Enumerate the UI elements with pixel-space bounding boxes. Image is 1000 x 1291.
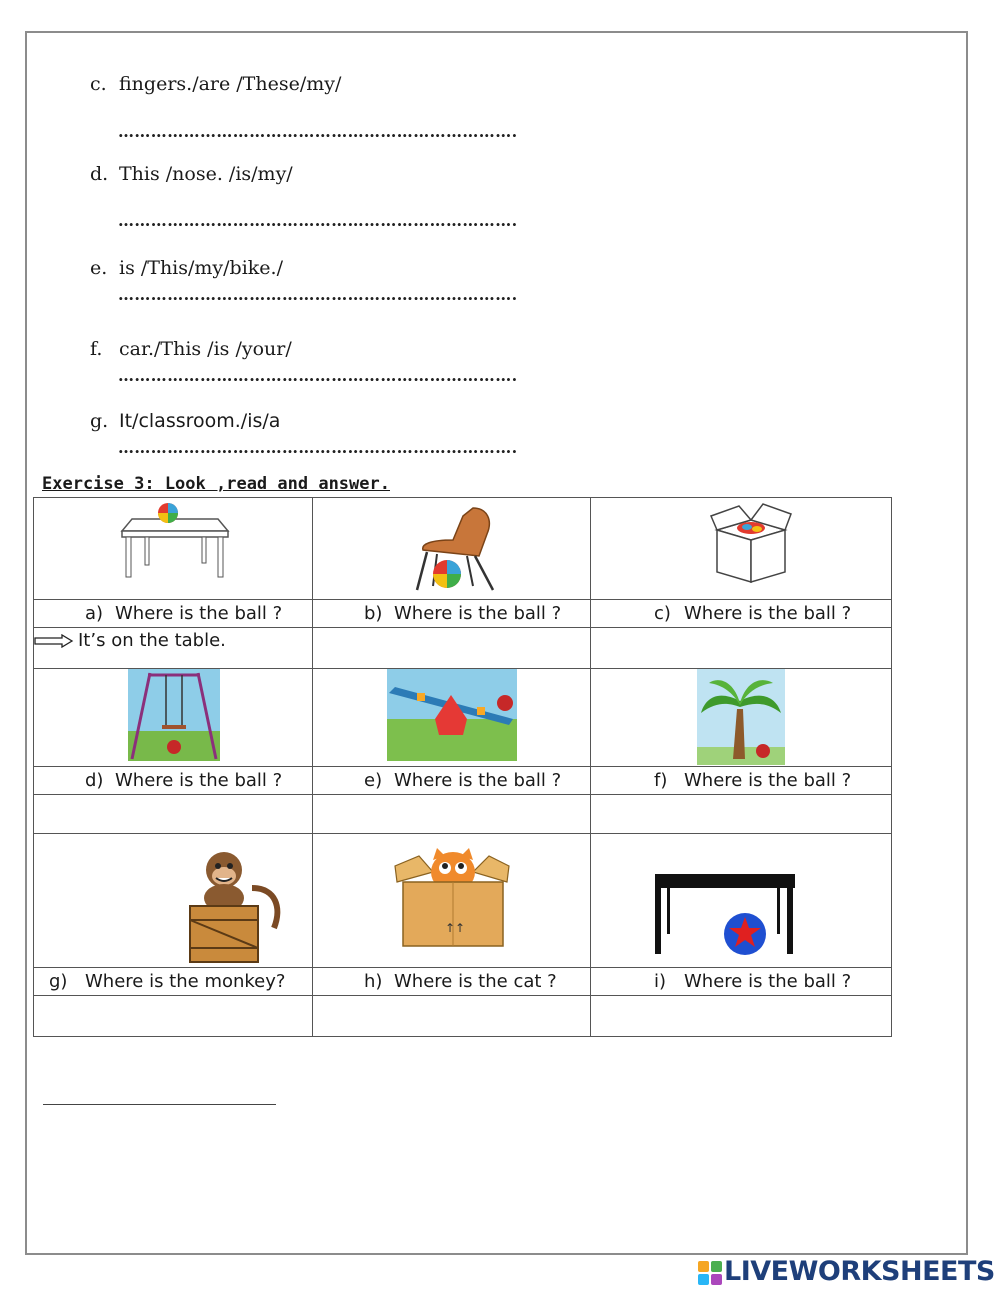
answer-cell-c[interactable] bbox=[591, 628, 892, 669]
question-h: h) Where is the cat ? bbox=[313, 968, 591, 996]
answer-line-c[interactable]: ………………………………………………………………. bbox=[118, 122, 518, 141]
monkey-crate-picture bbox=[184, 848, 284, 966]
brand-name: LIVEWORKSHEETS bbox=[724, 1256, 995, 1287]
question-b: b) Where is the ball ? bbox=[313, 600, 591, 628]
box-ball-picture bbox=[709, 500, 795, 588]
cat-box-picture bbox=[393, 848, 511, 948]
answer-line-d[interactable]: ………………………………………………………………. bbox=[118, 211, 518, 230]
answer-cell-b[interactable] bbox=[313, 628, 591, 669]
seesaw-ball-picture bbox=[387, 669, 517, 761]
answer-line-f[interactable]: ………………………………………………………………. bbox=[118, 366, 518, 385]
sentence-g: g. It/classroom./is/a bbox=[90, 410, 281, 432]
sentence-c: c. fingers./are /These/my/ bbox=[90, 73, 342, 95]
image-cell-f bbox=[591, 669, 892, 767]
question-c: c) Where is the ball ? bbox=[591, 600, 892, 628]
answer-line-g[interactable]: ………………………………………………………………. bbox=[118, 438, 518, 457]
question-g: g) Where is the monkey? bbox=[34, 968, 313, 996]
answer-cell-h[interactable] bbox=[313, 996, 591, 1037]
answer-cell-e[interactable] bbox=[313, 795, 591, 834]
question-e: e) Where is the ball ? bbox=[313, 767, 591, 795]
palm-tree-ball-picture bbox=[697, 669, 785, 765]
image-cell-d bbox=[34, 669, 313, 767]
answer-cell-a[interactable]: It’s on the table. bbox=[34, 628, 313, 669]
sentence-f: f. car./This /is /your/ bbox=[90, 338, 292, 360]
question-i: i) Where is the ball ? bbox=[591, 968, 892, 996]
svg-text:↑↑: ↑↑ bbox=[445, 921, 466, 935]
liveworksheets-brand[interactable] bbox=[698, 1256, 995, 1287]
image-cell-i bbox=[591, 834, 892, 968]
sentence-e: e. is /This/my/bike./ bbox=[90, 257, 283, 279]
table-ball-picture bbox=[118, 503, 238, 589]
image-cell-e bbox=[313, 669, 591, 767]
arrow-right-icon bbox=[34, 634, 74, 648]
answer-cell-f[interactable] bbox=[591, 795, 892, 834]
ball-under-table-picture bbox=[653, 872, 797, 958]
answer-cell-i[interactable] bbox=[591, 996, 892, 1037]
answer-cell-d[interactable] bbox=[34, 795, 313, 834]
answer-line-e[interactable]: ………………………………………………………………. bbox=[118, 285, 518, 304]
exercise-title: Exercise 3: Look ,read and answer. bbox=[42, 474, 390, 494]
image-cell-a bbox=[34, 498, 313, 600]
footnote-separator bbox=[43, 1104, 276, 1105]
question-f: f) Where is the ball ? bbox=[591, 767, 892, 795]
answer-cell-g[interactable] bbox=[34, 996, 313, 1037]
sentence-d: d. This /nose. /is/my/ bbox=[90, 163, 293, 185]
question-a: a) Where is the ball ? bbox=[34, 600, 313, 628]
liveworksheets-logo-icon bbox=[698, 1259, 724, 1285]
image-cell-c bbox=[591, 498, 892, 600]
image-cell-h bbox=[313, 834, 591, 968]
image-cell-g bbox=[34, 834, 313, 968]
swing-ball-picture bbox=[128, 669, 220, 761]
question-d: d) Where is the ball ? bbox=[34, 767, 313, 795]
chair-ball-picture bbox=[413, 506, 503, 598]
exercise-table bbox=[33, 497, 892, 1037]
image-cell-b bbox=[313, 498, 591, 600]
